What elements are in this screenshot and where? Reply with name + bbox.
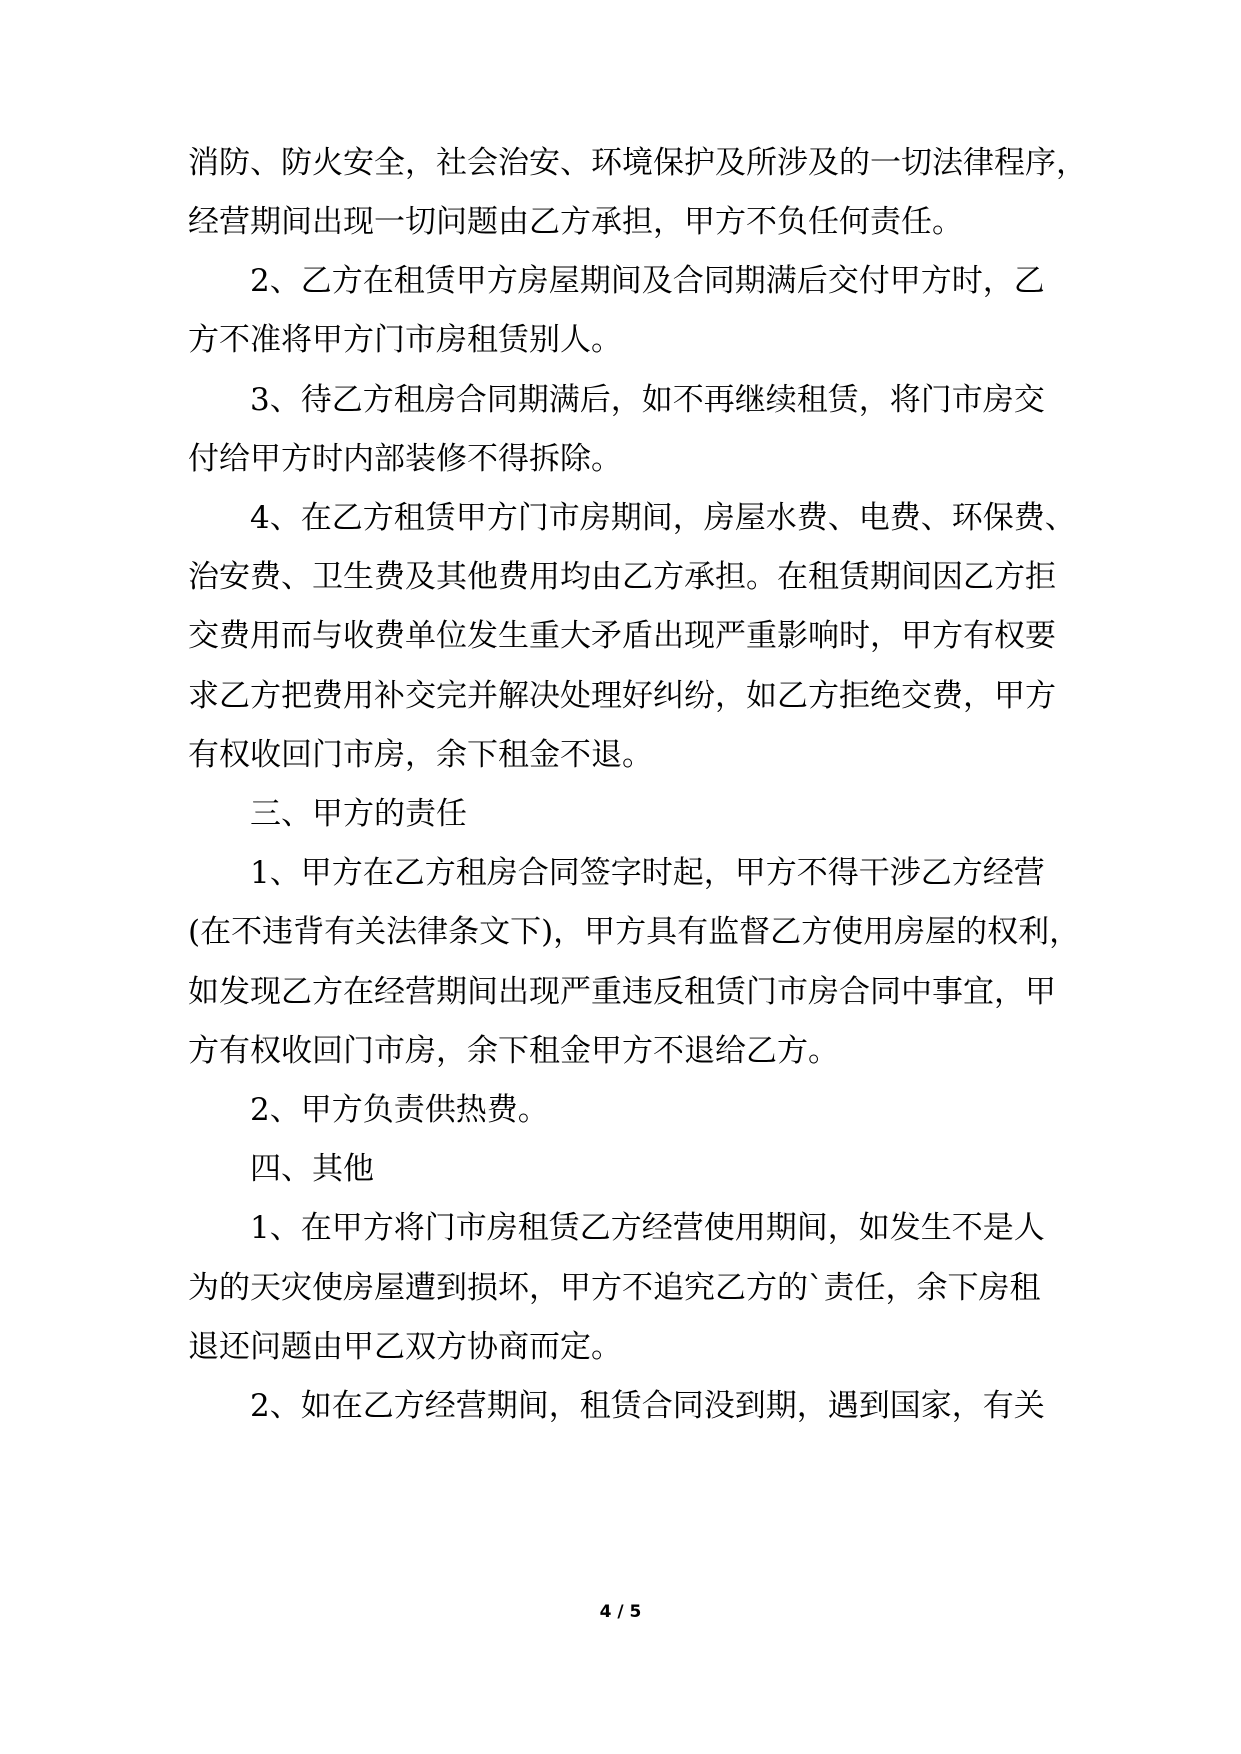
text-line-19: 1、在甲方将门市房租赁乙方经营使用期间，如发生不是人 xyxy=(250,1210,1045,1246)
section-heading-other: 四、其他 xyxy=(250,1151,374,1187)
text-line-9: 交费用而与收费单位发生重大矛盾出现严重影响时，甲方有权要 xyxy=(188,618,1056,654)
text-line-14: (在不违背有关法律条文下)，甲方具有监督乙方使用房屋的权利， xyxy=(188,914,1081,950)
text-line-16: 方有权收回门市房，余下租金甲方不退给乙方。 xyxy=(188,1033,839,1069)
text-line-22: 2、如在乙方经营期间，租赁合同没到期，遇到国家，有关 xyxy=(250,1388,1045,1424)
text-line-3: 2、乙方在租赁甲方房屋期间及合同期满后交付甲方时，乙 xyxy=(250,263,1045,299)
text-line-17: 2、甲方负责供热费。 xyxy=(250,1092,549,1128)
text-line-1: 消防、防火安全，社会治安、环境保护及所涉及的一切法律程序， xyxy=(188,145,1087,181)
text-line-10: 求乙方把费用补交完并解决处理好纠纷，如乙方拒绝交费，甲方 xyxy=(188,678,1056,714)
text-line-8: 治安费、卫生费及其他费用均由乙方承担。在租赁期间因乙方拒 xyxy=(188,559,1056,595)
text-line-15: 如发现乙方在经营期间出现严重违反租赁门市房合同中事宜，甲 xyxy=(188,974,1056,1010)
text-line-5: 3、待乙方租房合同期满后，如不再继续租赁，将门市房交 xyxy=(250,382,1045,418)
text-line-7: 4、在乙方租赁甲方门市房期间，房屋水费、电费、环保费、 xyxy=(250,500,1076,536)
text-line-20: 为的天灾使房屋遭到损坏，甲方不追究乙方的`责任，余下房租 xyxy=(188,1270,1041,1306)
section-heading-party-a-responsibility: 三、甲方的责任 xyxy=(250,796,467,832)
text-line-4: 方不准将甲方门市房租赁别人。 xyxy=(188,322,622,358)
text-line-11: 有权收回门市房，余下租金不退。 xyxy=(188,737,653,773)
text-line-21: 退还问题由甲乙双方协商而定。 xyxy=(188,1329,622,1365)
text-line-2: 经营期间出现一切问题由乙方承担，甲方不负任何责任。 xyxy=(188,204,963,240)
page-number: 4 / 5 xyxy=(599,1602,642,1622)
text-line-6: 付给甲方时内部装修不得拆除。 xyxy=(188,441,622,477)
text-line-13: 1、甲方在乙方租房合同签字时起，甲方不得干涉乙方经营 xyxy=(250,855,1045,891)
